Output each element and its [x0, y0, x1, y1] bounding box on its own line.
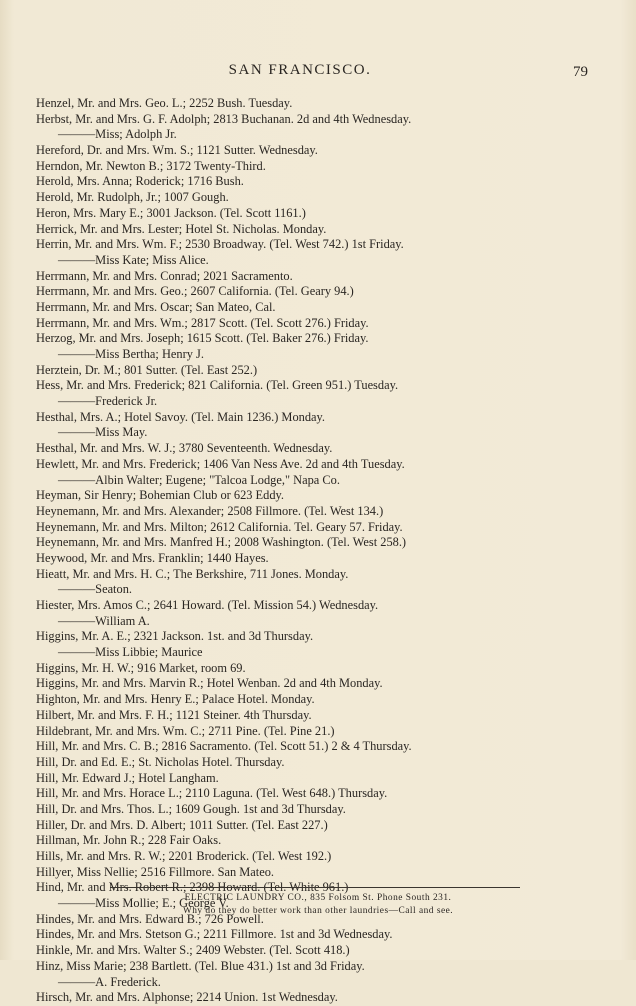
directory-entry: Higgins, Mr. A. E.; 2321 Jackson. 1st. and 3d Thursday.	[36, 629, 314, 644]
directory-entry: Hewlett, Mr. and Mrs. Frederick; 1406 Van Ness Ave. 2d and 4th Tuesday.	[36, 456, 405, 471]
directory-entry: Heyman, Sir Henry; Bohemian Club or 623 Eddy.	[36, 488, 285, 503]
running-title: SAN FRANCISCO.	[228, 62, 372, 78]
directory-entry: Herrmann, Mr. and Mrs. Wm.; 2817 Scott. (Tel. Scott 276.) Friday.	[36, 315, 369, 330]
directory-entry: Heynemann, Mr. and Mrs. Milton; 2612 California. Tel. Geary 57. Friday.	[36, 519, 403, 534]
directory-entry: Hill, Mr. and Mrs. C. B.; 2816 Sacramento. (Tel. Scott 51.) 2 & 4 Thursday.	[36, 739, 412, 754]
directory-subentry: ———Miss Bertha; Henry J.	[58, 347, 204, 361]
directory-entry: Hesthal, Mrs. A.; Hotel Savoy. (Tel. Main 1236.) Monday.	[36, 409, 326, 424]
directory-entry: Herzog, Mr. and Mrs. Joseph; 1615 Scott. (Tel. Baker 276.) Friday.	[36, 331, 369, 346]
directory-entry: Hilbert, Mr. and Mrs. F. H.; 1121 Steiner. 4th Thursday.	[36, 707, 312, 722]
directory-entry: Henzel, Mr. and Mrs. Geo. L.; 2252 Bush. Tuesday.	[36, 96, 293, 110]
directory-entry: Hesthal, Mr. and Mrs. W. J.; 3780 Seventeenth. Wednesday.	[36, 441, 333, 456]
directory-entry: Hindes, Mr. and Mrs. Stetson G.; 2211 Fillmore. 1st and 3d Wednesday.	[36, 927, 393, 942]
directory-entry: Higgins, Mr. and Mrs. Marvin R.; Hotel Wenban. 2d and 4th Monday.	[36, 676, 383, 691]
directory-subentry: ———Frederick Jr.	[58, 394, 158, 409]
directory-entry: Heron, Mrs. Mary E.; 3001 Jackson. (Tel. Scott 1161.)	[36, 205, 306, 220]
directory-entry: Hiller, Dr. and Mrs. D. Albert; 1011 Sutter. (Tel. East 227.)	[36, 817, 328, 832]
directory-entry: Herrin, Mr. and Mrs. Wm. F.; 2530 Broadway. (Tel. West 742.) 1st Friday.	[36, 237, 404, 252]
directory-entry: Hildebrant, Mr. and Mrs. Wm. C.; 2711 Pine. (Tel. Pine 21.)	[36, 723, 335, 738]
directory-subentry: ———Miss Kate; Miss Alice.	[58, 252, 209, 267]
directory-entry: Hill, Dr. and Ed. E.; St. Nicholas Hotel. Thursday.	[36, 754, 285, 769]
directory-entry: Hereford, Dr. and Mrs. Wm. S.; 1121 Sutter. Wednesday.	[36, 143, 318, 158]
directory-subentry: ———A. Frederick.	[58, 974, 161, 989]
directory-entry: Herold, Mrs. Anna; Roderick; 1716 Bush.	[36, 174, 244, 189]
directory-entry: Highton, Mr. and Mrs. Henry E.; Palace Hotel. Monday.	[36, 692, 315, 707]
directory-entry: Hess, Mr. and Mrs. Frederick; 821 California. (Tel. Green 951.) Tuesday.	[36, 378, 399, 393]
directory-entry: Hieatt, Mr. and Mrs. H. C.; The Berkshire, 711 Jones. Monday.	[36, 566, 349, 581]
directory-entry: Hills, Mr. and Mrs. R. W.; 2201 Broderick. (Tel. West 192.)	[36, 849, 332, 863]
directory-entry: Herbst, Mr. and Mrs. G. F. Adolph; 2813 Buchanan. 2d and 4th Wednesday.	[36, 111, 412, 126]
directory-entries	[36, 96, 621, 1006]
footer-divider	[110, 887, 520, 888]
directory-subentry: ———William A.	[58, 613, 150, 628]
directory-entry: Hillyer, Miss Nellie; 2516 Fillmore. San Mateo.	[36, 864, 274, 879]
directory-entry: Heynemann, Mr. and Mrs. Manfred H.; 2008 Washington. (Tel. West 258.)	[36, 535, 407, 550]
directory-subentry: ———Miss May.	[58, 425, 148, 440]
directory-subentry: ———Albin Walter; Eugene; "Talcoa Lodge," Napa Co.	[58, 472, 340, 487]
directory-entry: Herndon, Mr. Newton B.; 3172 Twenty-Third.	[36, 158, 266, 173]
directory-entry: Hinz, Miss Marie; 238 Bartlett. (Tel. Blue 431.) 1st and 3d Friday.	[36, 958, 365, 973]
directory-entry: Hinkle, Mr. and Mrs. Walter S.; 2409 Webster. (Tel. Scott 418.)	[36, 943, 350, 958]
directory-entry: Hillman, Mr. John R.; 228 Fair Oaks.	[36, 833, 222, 848]
directory-subentry: ———Miss Mollie; E.; George V.	[58, 896, 229, 911]
directory-entry: Herztein, Dr. M.; 801 Sutter. (Tel. East 252.)	[36, 362, 258, 377]
directory-entry: Herrmann, Mr. and Mrs. Oscar; San Mateo, Cal.	[36, 299, 276, 314]
directory-subentry: ———Miss; Adolph Jr.	[58, 127, 177, 142]
directory-entry: Higgins, Mr. H. W.; 916 Market, room 69.	[36, 660, 246, 675]
directory-entry: Herrick, Mr. and Mrs. Lester; Hotel St. Nicholas. Monday.	[36, 221, 327, 236]
directory-entry: Hind, Mr. and Mrs. Robert R.; 2398 Howard. (Tel. White 961.)	[36, 880, 349, 895]
page-header	[0, 62, 636, 84]
directory-entry: Hill, Mr. and Mrs. Horace L.; 2110 Laguna. (Tel. West 648.) Thursday.	[36, 786, 388, 801]
page-number: 79	[573, 64, 588, 80]
directory-entry: Hindes, Mr. and Mrs. Edward B.; 726 Powell.	[36, 911, 264, 926]
footer-ad-line-1: ELECTRIC LAUNDRY CO., 835 Folsom St. Phone South 231.	[184, 893, 452, 903]
directory-entry: Hiester, Mrs. Amos C.; 2641 Howard. (Tel. Mission 54.) Wednesday.	[36, 598, 379, 612]
directory-entry: Herold, Mr. Rudolph, Jr.; 1007 Gough.	[36, 190, 229, 205]
footer-advertisement	[0, 892, 636, 918]
directory-entry: Heynemann, Mr. and Mrs. Alexander; 2508 Fillmore. (Tel. West 134.)	[36, 503, 384, 518]
directory-entry: Herrmann, Mr. and Mrs. Conrad; 2021 Sacramento.	[36, 268, 293, 283]
directory-entry: Hill, Mr. Edward J.; Hotel Langham.	[36, 770, 219, 785]
directory-entry: Hirsch, Mr. and Mrs. Alphonse; 2214 Union. 1st Wednesday.	[36, 990, 338, 1005]
directory-subentry: ———Miss Libbie; Maurice	[58, 645, 203, 660]
directory-entry: Heywood, Mr. and Mrs. Franklin; 1440 Hayes.	[36, 550, 269, 565]
footer-ad-line-2: Why do they do better work than other laundries—Call and see.	[182, 906, 454, 916]
directory-entry: Hill, Dr. and Mrs. Thos. L.; 1609 Gough. 1st and 3d Thursday.	[36, 801, 346, 816]
directory-subentry: ———Seaton.	[58, 582, 132, 597]
directory-entry: Herrmann, Mr. and Mrs. Geo.; 2607 California. (Tel. Geary 94.)	[36, 284, 354, 299]
